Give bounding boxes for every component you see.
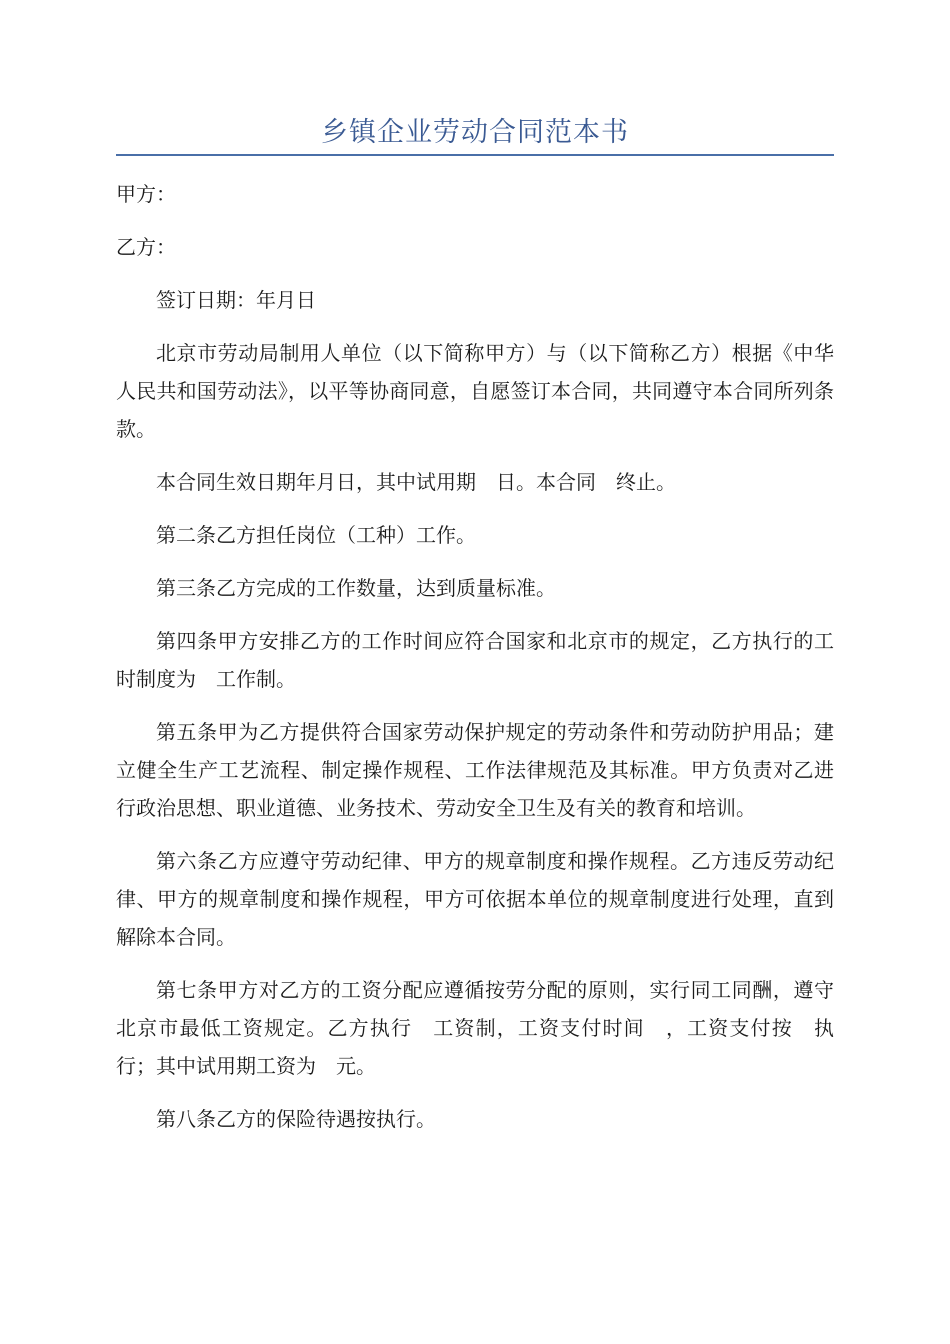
paragraph-article-6: 第六条乙方应遵守劳动纪律、甲方的规章制度和操作规程。乙方违反劳动纪律、甲方的规章制度和操作规程，甲方可依据本单位的规章制度进行处理，直到解除本合同。	[116, 849, 834, 949]
paragraph-preamble: 北京市劳动局制用人单位（以下简称甲方）与（以下简称乙方）根据《中华人民共和国劳动法》，以平等协商同意，自愿签订本合同，共同遵守本合同所列条款。	[116, 341, 834, 441]
document-body	[116, 175, 834, 1153]
paragraph-article-5: 第五条甲为乙方提供符合国家劳动保护规定的劳动条件和劳动防护用品；建立健全生产工艺流程、制定操作规程、工作法律规范及其标准。甲方负责对乙进行政治思想、职业道德、业务技术、劳动安全卫生及有关的教育和培训。	[116, 720, 834, 820]
document-title: 乡镇企业劳动合同范本书	[321, 117, 629, 148]
party-a-line: 甲方：	[116, 182, 176, 206]
sign-date-line: 签订日期：年月日	[156, 288, 316, 312]
paragraph-article-7: 第七条甲方对乙方的工资分配应遵循按劳分配的原则，实行同工同酬，遵守北京市最低工资规定。乙方执行 工资制，工资支付时间 ，工资支付按 执行；其中试用期工资为 元。	[116, 978, 834, 1078]
title-underline	[116, 154, 834, 156]
paragraph-article-8: 第八条乙方的保险待遇按执行。	[156, 1107, 436, 1131]
paragraph-article-3: 第三条乙方完成的工作数量，达到质量标准。	[156, 576, 556, 600]
paragraph-effective-date: 本合同生效日期年月日，其中试用期 日。本合同 终止。	[156, 470, 676, 494]
paragraph-article-2: 第二条乙方担任岗位（工种）工作。	[156, 523, 476, 547]
party-b-line: 乙方：	[116, 235, 176, 259]
paragraph-article-4: 第四条甲方安排乙方的工作时间应符合国家和北京市的规定，乙方执行的工时制度为 工作制。	[116, 629, 834, 691]
